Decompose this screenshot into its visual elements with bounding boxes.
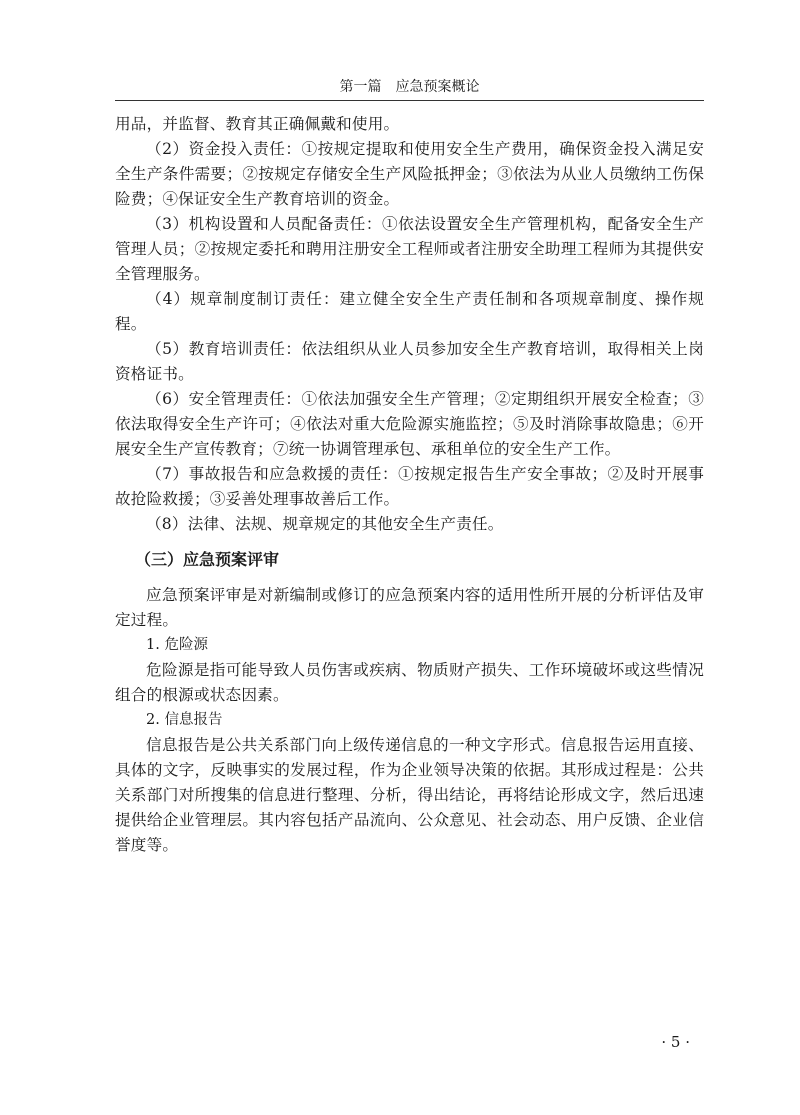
section-heading: （三）应急预案评审 — [135, 550, 280, 569]
term-text-hazard: 危险源是指可能导致人员伤害或疾病、物质财产损失、工作环境破坏或这些情况组合的根源或状态因素。 — [115, 661, 704, 704]
paragraph-item-7: （7）事故报告和应急救援的责任：①按规定报告生产安全事故；②及时开展事故抢险救援；③妥善处理事故善后工作。 — [115, 465, 704, 508]
paragraph-item-5: （5）教育培训责任：依法组织从业人员参加安全生产教育培训，取得相关上岗资格证书。 — [115, 340, 704, 383]
running-header-title: 第一篇 应急预案概论 — [339, 79, 480, 95]
page-number: · 5 · — [661, 1033, 690, 1051]
paragraph-item-4: （4）规章制度制订责任：建立健全安全生产责任制和各项规章制度、操作规程。 — [115, 290, 704, 333]
paragraph-item-3: （3）机构设置和人员配备责任：①依法设置安全生产管理机构，配备安全生产管理人员；②按规定委托和聘用注册安全工程师或者注册安全助理工程师为其提供安全管理服务。 — [115, 215, 704, 283]
running-header — [115, 78, 704, 101]
term-heading-hazard: 1. 危险源 — [146, 637, 208, 653]
term-heading-info-report: 2. 信息报告 — [146, 712, 223, 728]
paragraph-item-8: （8）法律、法规、规章规定的其他安全生产责任。 — [146, 515, 504, 533]
paragraph-continuation: 用品，并监督、教育其正确佩戴和使用。 — [115, 115, 400, 133]
section-intro: 应急预案评审是对新编制或修订的应急预案内容的适用性所开展的分析评估及审定过程。 — [115, 586, 704, 629]
term-text-info-report: 信息报告是公共关系部门向上级传递信息的一种文字形式。信息报告运用直接、具体的文字，反映事实的发展过程，作为企业领导决策的依据。其形成过程是：公共关系部门对所搜集的信息进行整理、分析，得出结论，再将结论形成文字，然后迅速提供给企业管理层。其内容包括产品流向、公众意见、社会动态、用户反馈、企业信誉度等。 — [115, 736, 704, 854]
paragraph-item-2: （2）资金投入责任：①按规定提取和使用安全生产费用，确保资金投入满足安全生产条件需要；②按规定存储安全生产风险抵押金；③依法为从业人员缴纳工伤保险费；④保证安全生产教育培训的资金。 — [115, 140, 704, 208]
paragraph-item-6: （6）安全管理责任：①依法加强安全生产管理；②定期组织开展安全检查；③依法取得安全生产许可；④依法对重大危险源实施监控；⑤及时消除事故隐患；⑥开展安全生产宣传教育；⑦统一协调管理承包、承租单位的安全生产工作。 — [115, 390, 704, 458]
page-body — [115, 112, 704, 858]
